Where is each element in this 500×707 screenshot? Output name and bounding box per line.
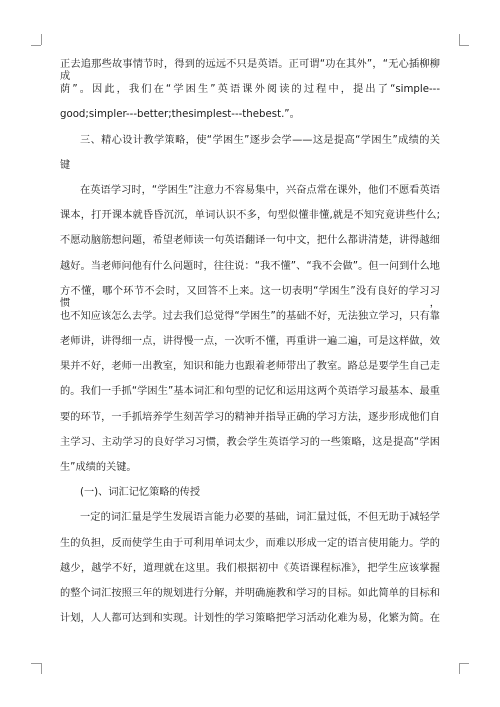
text-line: good;simpler---better;thesimplest---thebest.”。 <box>60 109 300 121</box>
crop-mark-top-left-h <box>31 45 41 46</box>
subsection-heading: (一)、词汇记忆策略的传授 <box>80 487 201 499</box>
text-line: 的。我们一手抓“学困生”基本词汇和句型的记忆和运用这两个英语学习最基本、最重 <box>60 386 440 398</box>
section-heading-end: 键 <box>60 159 71 171</box>
text-line: 课本，打开课本就昏昏沉沉，单词认识不多，句型似懂非懂,就是不知究竟讲些什么; <box>60 210 440 222</box>
text-line: 越少，越学不好，道理就在这里。我们根据初中《英语课程标准》，把学生应该掌握 <box>60 562 440 574</box>
text-line: 方不懂，哪个环节不会时，又回答不上来。这一切表明“学困生”没有良好的学习习惯， <box>60 285 440 309</box>
text-line: 主学习、主动学习的良好学习习惯，教会学生英语学习的一些策略，这是提高“学困 <box>60 436 440 448</box>
text-line: 果并不好，老师一出教室，知识和能力也跟着老师带出了教室。路总是要学生自己走 <box>60 361 440 373</box>
text-line: 计划，人人都可达到和实现。计划性的学习策略把学习活动化难为易，化繁为简。在 <box>60 613 440 625</box>
text-line: 生的负担，反而使学生由于可利用单词太少，而难以形成一定的语言使用能力。学的 <box>60 537 440 549</box>
text-line: 要的环节，一手抓培养学生刻苦学习的精神并指导正确的学习方法，逐步形成他们自 <box>60 411 440 423</box>
text-line: 荫”。因此，我们在“学困生”英语课外阅读的过程中，提出了“simple--- <box>60 84 440 96</box>
text-line: 的整个词汇按照三年的规划进行分解，并明确施教和学习的目标。如此简单的目标和 <box>60 587 440 599</box>
crop-mark-bottom-right-h <box>459 663 469 664</box>
text-line: 在英语学习时，“学困生”注意力不容易集中，兴奋点常在课外，他们不愿看英语 <box>80 184 440 196</box>
body-text <box>60 59 440 638</box>
section-heading: 三、精心设计教学策略，使“学困生”逐步会学——这是提高“学困生”成绩的关 <box>80 134 440 146</box>
crop-mark-bottom-left-v <box>41 663 42 674</box>
crop-mark-top-left-v <box>41 34 42 45</box>
text-line: 正去追那些故事情节时，得到的远远不只是英语。正可谓“功在其外”，“无心插柳柳成 <box>60 59 440 82</box>
crop-mark-top-right-v <box>459 34 460 45</box>
text-line: 也不知应该怎么去学。过去我们总觉得“学困生”的基础不好，无法独立学习，只有靠 <box>60 310 440 322</box>
crop-mark-bottom-right-v <box>459 663 460 674</box>
crop-mark-bottom-left-h <box>31 663 41 664</box>
text-line: 老师讲，讲得细一点，讲得慢一点，一次听不懂，再重讲一遍二遍，可是这样做，效 <box>60 336 440 348</box>
text-line: 一定的词汇量是学生发展语言能力必要的基础，词汇量过低，不但无助于减轻学 <box>80 512 440 524</box>
text-line: 越好。当老师问他有什么问题时，往往说：“我不懂”、“我不会做”。但一问到什么地 <box>60 260 440 272</box>
text-line: 生”成绩的关键。 <box>60 462 137 473</box>
text-line: 不愿动脑筋想问题，希望老师读一句英语翻译一句中文，把什么都讲清楚，讲得越细 <box>60 235 440 247</box>
crop-mark-top-right-h <box>459 45 469 46</box>
